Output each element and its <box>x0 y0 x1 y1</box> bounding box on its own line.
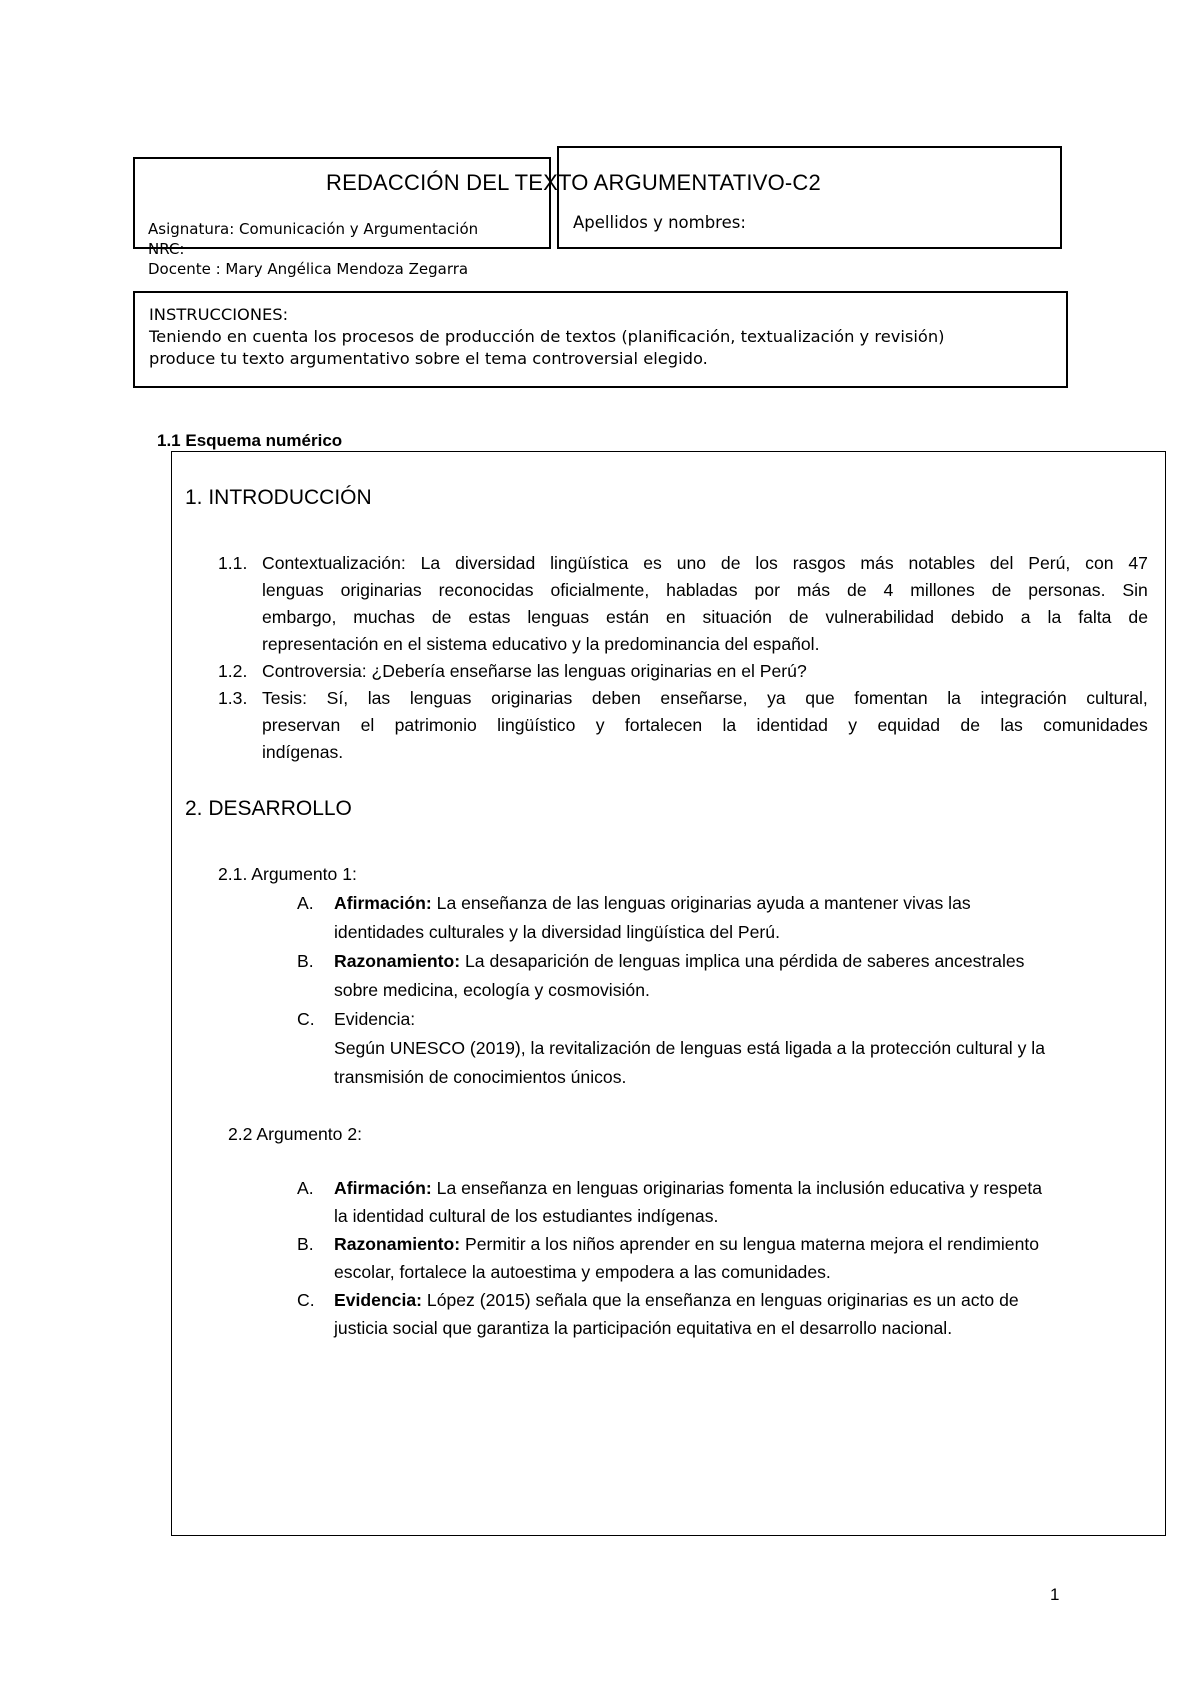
student-name-label: Apellidos y nombres: <box>573 213 746 232</box>
word: Sí, <box>326 688 349 708</box>
arg2-c-line-2: justicia social que garantiza la participación equitativa en el desarrollo nacional. <box>334 1318 953 1338</box>
word: notables <box>908 553 976 573</box>
word: que <box>805 688 835 708</box>
arg1-a-line-1 <box>334 893 971 914</box>
word: con <box>1085 553 1114 573</box>
word: de <box>720 553 741 573</box>
arg1-a-line-2: identidades culturales y la diversidad lingüística del Perú. <box>334 922 780 942</box>
word: y <box>595 715 605 735</box>
word: de <box>1128 607 1148 627</box>
word: lingüística <box>550 553 629 573</box>
word: uno <box>676 553 707 573</box>
arg2-a-label: Afirmación: <box>334 1178 432 1198</box>
nrc-line: NRC: <box>148 240 185 258</box>
word: a <box>1020 607 1031 627</box>
word: equidad <box>877 715 941 735</box>
word: las <box>1000 715 1023 735</box>
word: diversidad <box>455 553 536 573</box>
instructions-box <box>133 291 1068 388</box>
instructions-label: INSTRUCCIONES: <box>149 305 289 324</box>
argument-1-label: 2.1. Argumento 1: <box>218 864 357 884</box>
arg1-b-label: Razonamiento: <box>334 951 461 971</box>
arg1-b-marker: B. <box>297 951 314 971</box>
arg2-c-text: López (2015) señala que la enseñanza en lenguas originarias es un acto de <box>422 1290 1019 1310</box>
word: rasgos <box>792 553 846 573</box>
word: 4 <box>883 580 894 600</box>
word: vulnerabilidad <box>825 607 935 627</box>
word: 47 <box>1128 553 1148 573</box>
subject-line: Asignatura: Comunicación y Argumentación <box>148 220 479 238</box>
controversy-number: 1.2. <box>218 661 248 681</box>
arg2-c-label: Evidencia: <box>334 1290 423 1310</box>
word: los <box>755 553 778 573</box>
arg1-a-marker: A. <box>297 893 314 913</box>
word: enseñarse, <box>660 688 748 708</box>
word: fomentan <box>854 688 928 708</box>
arg2-a-line-2: la identidad cultural de los estudiantes indígenas. <box>334 1206 719 1226</box>
word: es <box>643 553 662 573</box>
development-heading: 2. DESARROLLO <box>185 797 352 820</box>
word: más <box>796 580 831 600</box>
word: La <box>420 553 441 573</box>
word: la <box>1047 607 1062 627</box>
thesis-line-3: indígenas. <box>262 742 344 762</box>
word: integración <box>980 688 1067 708</box>
arg1-c-marker: C. <box>297 1009 315 1029</box>
arg2-a-text: La enseñanza en lenguas originarias fomenta la inclusión educativa y respeta <box>431 1178 1043 1198</box>
arg2-a-marker: A. <box>297 1178 314 1198</box>
word: la <box>947 688 961 708</box>
teacher-line: Docente : Mary Angélica Mendoza Zegarra <box>148 260 469 278</box>
word: las <box>367 688 391 708</box>
word: embargo, <box>262 607 337 627</box>
word: están <box>605 607 650 627</box>
word: originarias <box>340 580 422 600</box>
word: lenguas <box>527 607 590 627</box>
context-line-2 <box>262 580 1148 601</box>
word: del <box>989 553 1014 573</box>
word: Sin <box>1122 580 1148 600</box>
context-line-1 <box>262 553 1148 574</box>
word: en <box>665 607 686 627</box>
word: y <box>848 715 858 735</box>
word: de <box>788 607 809 627</box>
word: comunidades <box>1043 715 1148 735</box>
arg1-a-label: Afirmación: <box>334 893 432 913</box>
word: identidad <box>756 715 828 735</box>
word: de <box>960 715 980 735</box>
word: por <box>754 580 780 600</box>
word: lenguas <box>262 580 324 600</box>
word: el <box>360 715 375 735</box>
student-name-box <box>557 146 1062 249</box>
word: la <box>722 715 737 735</box>
word: de <box>847 580 867 600</box>
word: patrimonio <box>394 715 477 735</box>
word: Contextualización: <box>262 553 406 573</box>
arg2-b-line-2: escolar, fortalece la autoestima y empodera a las comunidades. <box>334 1262 831 1282</box>
arg2-c-line-1 <box>334 1290 1019 1311</box>
context-line-4: representación en el sistema educativo y la predominancia del español. <box>262 634 820 654</box>
scheme-heading: 1.1 Esquema numérico <box>157 431 343 450</box>
arg1-b-line-2: sobre medicina, ecología y cosmovisión. <box>334 980 650 1000</box>
word: reconocidas <box>438 580 534 600</box>
word: situación <box>702 607 772 627</box>
instructions-line-2: produce tu texto argumentativo sobre el tema controversial elegido. <box>149 349 708 368</box>
thesis-line-1 <box>262 688 1148 709</box>
arg1-c-line-2: transmisión de conocimientos únicos. <box>334 1067 627 1087</box>
word: cultural, <box>1086 688 1148 708</box>
word: de <box>991 580 1012 600</box>
introduction-heading: 1. INTRODUCCIÓN <box>185 486 372 509</box>
arg1-b-text: La desaparición de lenguas implica una pérdida de saberes ancestrales <box>460 951 1025 971</box>
instructions-line-1: Teniendo en cuenta los procesos de producción de textos (planificación, textualización y revisión) <box>149 327 945 346</box>
arg1-a-text: La enseñanza de las lenguas originarias ayuda a mantener vivas las <box>431 893 971 913</box>
word: de <box>431 607 452 627</box>
word: ya <box>767 688 786 708</box>
thesis-line-2 <box>262 715 1148 736</box>
arg2-b-line-1 <box>334 1234 1039 1255</box>
word: habladas <box>666 580 738 600</box>
word: estas <box>468 607 511 627</box>
context-number: 1.1. <box>218 553 248 573</box>
arg1-b-line-1 <box>334 951 1024 972</box>
arg2-a-line-1 <box>334 1178 1042 1199</box>
arg2-b-marker: B. <box>297 1234 314 1254</box>
word: más <box>860 553 894 573</box>
arg2-c-marker: C. <box>297 1290 315 1310</box>
word: personas. <box>1028 580 1106 600</box>
word: muchas <box>353 607 415 627</box>
arg1-c-line-1: Según UNESCO (2019), la revitalización de lenguas está ligada a la protección cultural y la <box>334 1038 1045 1058</box>
word: debido <box>950 607 1004 627</box>
arg1-c-label: Evidencia: <box>334 1009 416 1029</box>
word: Perú, <box>1028 553 1071 573</box>
context-line-3 <box>262 607 1148 628</box>
arg2-b-text: Permitir a los niños aprender en su lengua materna mejora el rendimiento <box>460 1234 1040 1254</box>
controversy-text: Controversia: ¿Debería enseñarse las lenguas originarias en el Perú? <box>262 661 807 681</box>
page-number: 1 <box>1050 1585 1060 1604</box>
word: Tesis: <box>262 688 307 708</box>
word: oficialmente, <box>550 580 650 600</box>
word: millones <box>910 580 975 600</box>
word: originarias <box>491 688 573 708</box>
document-title: REDACCIÓN DEL TEXTO ARGUMENTATIVO-C2 <box>326 170 821 195</box>
argument-2-label: 2.2 Argumento 2: <box>228 1124 362 1144</box>
word: lingüístico <box>497 715 576 735</box>
word: lenguas <box>409 688 472 708</box>
thesis-number: 1.3. <box>218 688 248 708</box>
word: deben <box>591 688 641 708</box>
word: preservan <box>262 715 341 735</box>
arg2-b-label: Razonamiento: <box>334 1234 461 1254</box>
word: fortalecen <box>624 715 703 735</box>
word: falta <box>1078 607 1112 627</box>
